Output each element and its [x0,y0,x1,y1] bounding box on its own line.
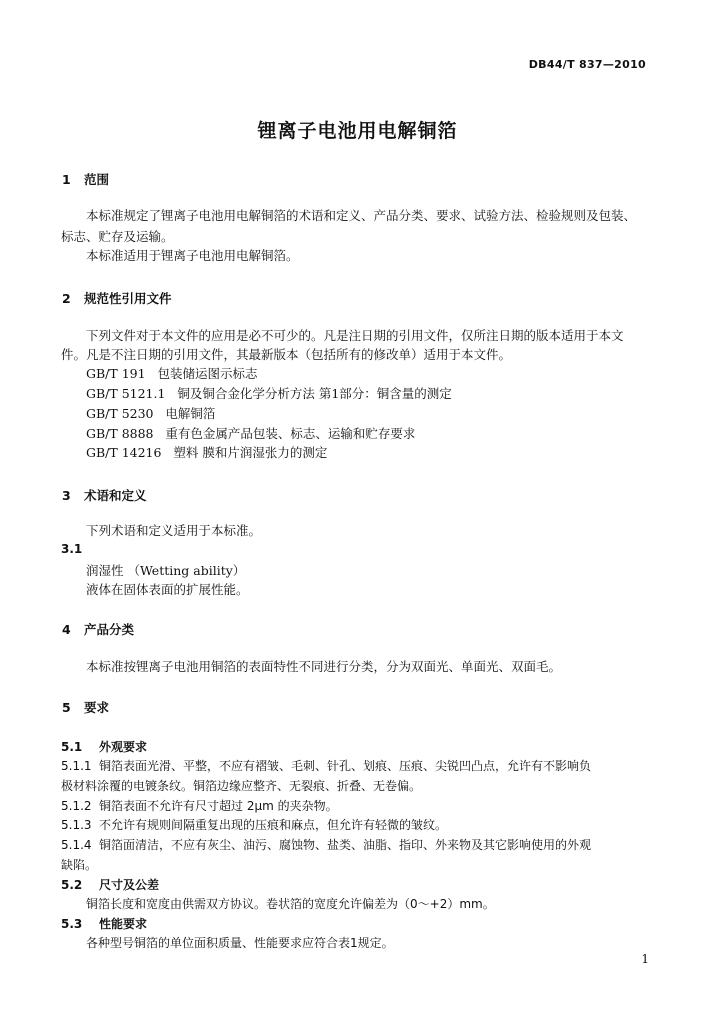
references-intro-line1: 下列文件对于本文件的应用是必不可少的。凡是注日期的引用文件，仅所注日期的版本适用于本文 [86,328,624,343]
clause-5-1-4-continued: 缺陷。 [61,858,98,872]
subsection-dimensions [61,876,159,893]
section-heading-classification [62,620,134,638]
section-title: 范围 [84,172,110,187]
clause-text: 铜箔表面不允许有尺寸超过 2μm 的夹杂物。 [99,799,338,813]
scope-para1-line1: 本标准规定了锂离子电池用电解铜箔的术语和定义、产品分类、要求、试验方法、检验规则及包装、 [86,208,637,223]
clause-number: 5.1.4 [61,838,92,852]
section-number: 2 [62,291,71,306]
reference-item: GB/T 14216 塑料 膜和片润湿张力的测定 [86,445,328,460]
subsection-title: 性能要求 [99,917,148,931]
term-name: 润湿性 （Wetting ability） [86,563,246,578]
scope-para1-line2: 标志、贮存及运输。 [61,229,174,244]
clause-5-1-4 [61,836,591,853]
reference-item: GB/T 8888 重有色金属产品包装、标志、运输和贮存要求 [86,426,416,441]
section-title: 术语和定义 [84,488,147,503]
section-heading-terms [62,486,147,504]
term-definition: 液体在固体表面的扩展性能。 [86,582,249,597]
section-title: 规范性引用文件 [84,291,172,306]
reference-item: GB/T 191 包装储运图示标志 [86,366,258,381]
references-intro-line2: 件。凡是不注日期的引用文件，其最新版本（包括所有的修改单）适用于本文件。 [61,347,512,362]
subsection-appearance [61,738,147,755]
page-number: 1 [641,952,649,966]
section-number: 3 [62,488,71,503]
section-heading-scope [62,170,109,188]
section-title: 产品分类 [84,622,135,637]
subsection-number: 5.1 [61,740,83,754]
section-number: 4 [62,622,71,637]
section-title: 要求 [84,700,110,715]
classification-text: 本标准按锂离子电池用铜箔的表面特性不同进行分类，分为双面光、单面光、双面毛。 [86,659,562,674]
reference-item: GB/T 5230 电解铜箔 [86,406,216,421]
subsection-title: 外观要求 [99,740,148,754]
terms-intro: 下列术语和定义适用于本标准。 [86,523,262,538]
performance-text: 各种型号铜箔的单位面积质量、性能要求应符合表1规定。 [86,936,394,950]
clause-5-1-1-continued: 极材料涂覆的电镀条纹。铜箔边缘应整齐、无裂痕、折叠、无卷偏。 [61,779,422,793]
clause-number: 5.1.2 [61,799,92,813]
clause-text: 铜箔表面光滑、平整，不应有褶皱、毛刺、针孔、划痕、压痕、尖锐凹凸点，允许有不影响负 [99,759,592,773]
clause-5-1-1 [61,757,591,774]
subsection-number: 5.2 [61,878,83,892]
section-heading-requirements [62,698,109,716]
section-number: 1 [62,172,71,187]
clause-text: 不允许有规则间隔重复出现的压痕和麻点，但允许有轻微的皱纹。 [99,818,448,832]
clause-number: 5.1.1 [61,759,92,773]
page-title: 锂离子电池用电解铜箔 [257,120,458,142]
clause-5-1-3 [61,816,447,833]
document-code: DB44/T 837—2010 [528,58,646,71]
term-number: 3.1 [61,542,83,556]
section-number: 5 [62,700,71,715]
section-heading-normative-references [62,289,172,307]
clause-text: 铜箔面清洁，不应有灰尘、油污、腐蚀物、盐类、油脂、指印、外来物及其它影响使用的外观 [99,838,592,852]
scope-para2: 本标准适用于锂离子电池用电解铜箔。 [86,248,299,263]
clause-5-1-2 [61,797,338,814]
subsection-number: 5.3 [61,917,83,931]
clause-number: 5.1.3 [61,818,92,832]
reference-item: GB/T 5121.1 铜及铜合金化学分析方法 第1部分：铜含量的测定 [86,386,452,401]
subsection-performance [61,915,147,932]
dimensions-text: 铜箔长度和宽度由供需双方协议。卷状箔的宽度允许偏差为（0～+2）mm。 [86,897,495,911]
subsection-title: 尺寸及公差 [99,878,160,892]
